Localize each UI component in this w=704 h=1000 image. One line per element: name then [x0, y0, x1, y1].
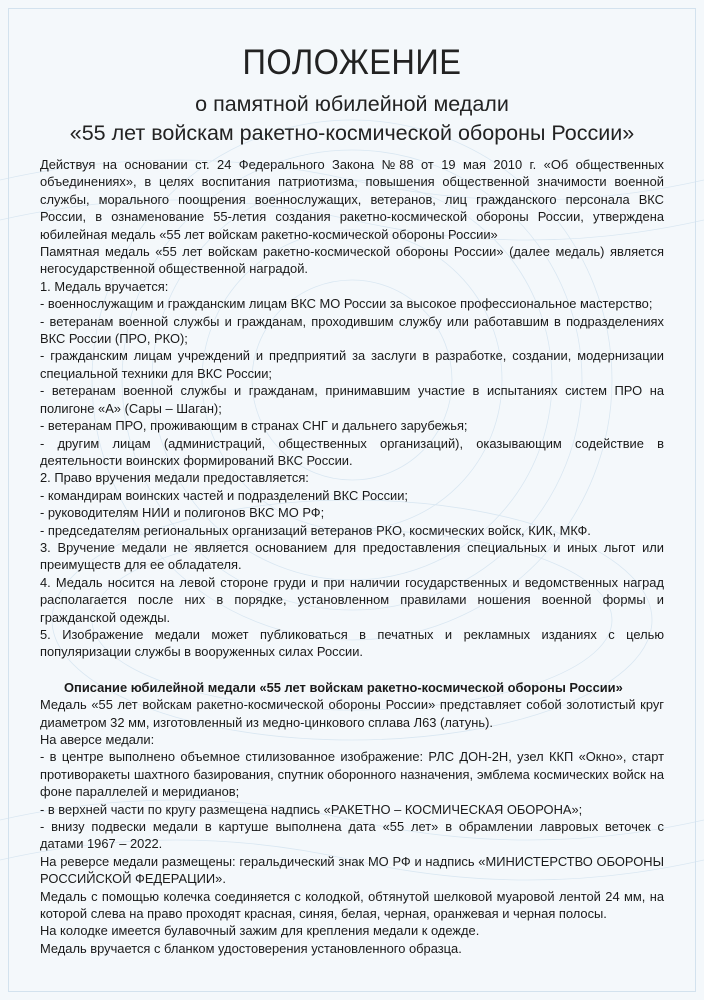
- document-title: ПОЛОЖЕНИЕ: [242, 43, 462, 82]
- paragraph-item-1-heading: 1. Медаль вручается:: [40, 278, 169, 294]
- paragraph-item-4: 4. Медаль носится на левой стороне груди и при наличии государственных и ведомственных наград располагается после них в порядке, установленном правилами ношения военной формы и гражданской одежды.: [40, 574, 664, 625]
- document: [40, 42, 664, 957]
- document-subtitle-line2: «55 лет войскам ракетно-космической обороны России»: [69, 121, 635, 145]
- description-clasp: На колодке имеется булавочный зажим для крепления медали к одежде.: [40, 923, 480, 939]
- description-ribbon: Медаль с помощью колечка соединяется с колодкой, обтянутой шелковой муаровой лентой 24 мм, на которой слева на право проходят красная, синяя, белая, черная, оранжевая и черная полосы.: [40, 888, 664, 922]
- paragraph-item-1-d: - ветеранам военной службы и гражданам, принимавшим участие в испытаниях систем ПРО на полигоне «А» (Сары – Шаган);: [40, 383, 664, 416]
- paragraph-preamble: Действуя на основании ст. 24 Федерального Закона №88 от 19 мая 2010 г. «Об общественных объединениях», в целях воспитания патриотизма, повышения общественной значимости военной службы, морального поощрения военнослужащих, ветеранов, лиц гражданского персонала ВКС России, в ознаменование 55-летия создания ракетно-космической обороны России, утверждена юбилейная медаль «55 лет войскам ракетно-космической обороны России»: [40, 157, 664, 242]
- paragraph-item-3: 3. Вручение медали не является основанием для предоставления специальных и иных льгот или преимуществ для ее обладателя.: [40, 539, 664, 573]
- paragraph-item-2-a: - командирам воинских частей и подразделений ВКС России;: [40, 487, 408, 503]
- description-obverse-heading: На аверсе медали:: [40, 732, 155, 747]
- description-obverse-center: - в центре выполнено объемное стилизованное изображение: РЛС ДОН-2Н, узел ККП «Окно», старт противоракеты шахтного базирования, спутник оборонного назначения, эмблема космических войск на фоне параллелей и меридианов;: [40, 749, 664, 800]
- description-intro: Медаль «55 лет войскам ракетно-космической обороны России» представляет собой золотистый круг диаметром 32 мм, изготовленный из медно-цинкового сплава Л63 (латунь).: [40, 697, 664, 730]
- paragraph-item-2-b: - руководителям НИИ и полигонов ВКС МО РФ;: [40, 505, 325, 521]
- document-subtitle-line1: о памятной юбилейной медали: [195, 92, 509, 116]
- paragraph-item-2-c: - председателям региональных организаций ветеранов РКО, космических войск, КИК, МКФ.: [40, 522, 591, 538]
- description-obverse-bottom: - внизу подвески медали в картуше выполнена дата «55 лет» в обрамлении лавровых веточек с датами 1967 – 2022.: [40, 819, 664, 852]
- section-title-description: Описание юбилейной медали «55 лет войскам ракетно-космической обороны России»: [64, 679, 623, 695]
- paragraph-item-1-e: - ветеранам ПРО, проживающим в странах СНГ и дальнего зарубежья;: [40, 418, 468, 434]
- paragraph-item-1-b: - ветеранам военной службы и гражданам, проходившим службу или работавшим в подразделениях ВКС России (ПРО, РКО);: [40, 313, 664, 347]
- description-reverse: На реверсе медали размещены: геральдический знак МО РФ и надпись «МИНИСТЕРСТВО ОБОРОНЫ РОССИЙСКОЙ ФЕДЕРАЦИИ».: [40, 853, 664, 887]
- paragraph-item-2-heading: 2. Право вручения медали предоставляется:: [40, 470, 309, 486]
- paragraph-status: Памятная медаль «55 лет войскам ракетно-космической обороны России» (далее медаль) является негосударственной общественной наградой.: [40, 244, 664, 277]
- paragraph-item-1-c: - гражданским лицам учреждений и предприятий за заслуги в разработке, создании, модернизации специальной техники для ВКС России;: [40, 348, 664, 381]
- paragraph-item-1-f: - другим лицам (администраций, общественных организаций), оказывающим содействие в деятельности воинских формирований ВКС России.: [40, 435, 664, 468]
- description-obverse-top: - в верхней части по кругу размещена надпись «РАКЕТНО – КОСМИЧЕСКАЯ ОБОРОНА»;: [40, 801, 583, 817]
- paragraph-item-1-a: - военнослужащим и гражданским лицам ВКС МО России за высокое профессиональное мастерство;: [40, 296, 653, 312]
- paragraph-item-5: 5. Изображение медали может публиковаться в печатных и рекламных изданиях с целью популяризации службы в вооруженных силах России.: [40, 626, 664, 660]
- document-body: [40, 156, 664, 957]
- description-certificate: Медаль вручается с бланком удостоверения установленного образца.: [40, 940, 462, 956]
